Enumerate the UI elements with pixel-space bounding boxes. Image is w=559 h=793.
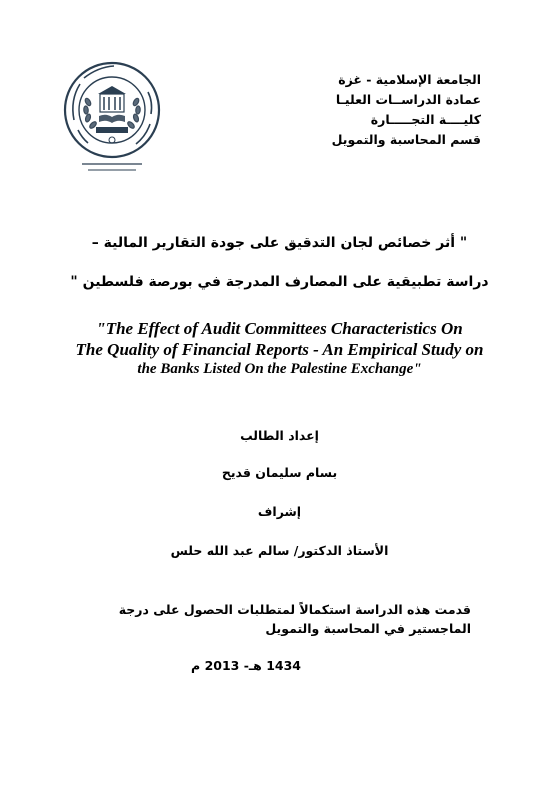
submission-date: 1434 هـ- 2013 م <box>191 658 301 673</box>
english-title-line-3: the Banks Listed On the Palestine Exchange" <box>137 361 422 377</box>
submission-note: قدمت هذه الدراسة استكمالاً لمتطلبات الحصول على درجة الماجستير في المحاسبة والتمويل <box>118 602 471 636</box>
department-name: قسم المحاسبة والتمويل <box>331 132 481 147</box>
arabic-title-line-2: دراسة تطبيقية على المصارف المدرجة في بورصة فلسطين " <box>70 274 489 290</box>
english-title <box>20 318 539 379</box>
preparation-label: إعداد الطالب <box>240 428 319 443</box>
supervision-label: إشراف <box>257 504 302 519</box>
university-seal-logo <box>62 60 162 178</box>
english-title-line-1: "The Effect of Audit Committees Characteristics On <box>96 319 463 338</box>
institution-header <box>291 70 481 150</box>
deanship-name: عمادة الدراســات العليـا <box>335 92 481 107</box>
student-name: بسام سليمان قديح <box>221 465 338 480</box>
university-name: الجامعة الإسلامية - غزة <box>338 72 481 87</box>
supervisor-name: الأستاذ الدكتور/ سالم عبد الله حلس <box>170 543 389 558</box>
faculty-name: كليــــة التجـــــارة <box>370 112 481 127</box>
arabic-title-line-1: " أثر خصائص لجان التدقيق على جودة التقارير المالية – <box>91 235 468 251</box>
english-title-line-2: The Quality of Financial Reports - An Empirical Study on <box>75 340 484 359</box>
